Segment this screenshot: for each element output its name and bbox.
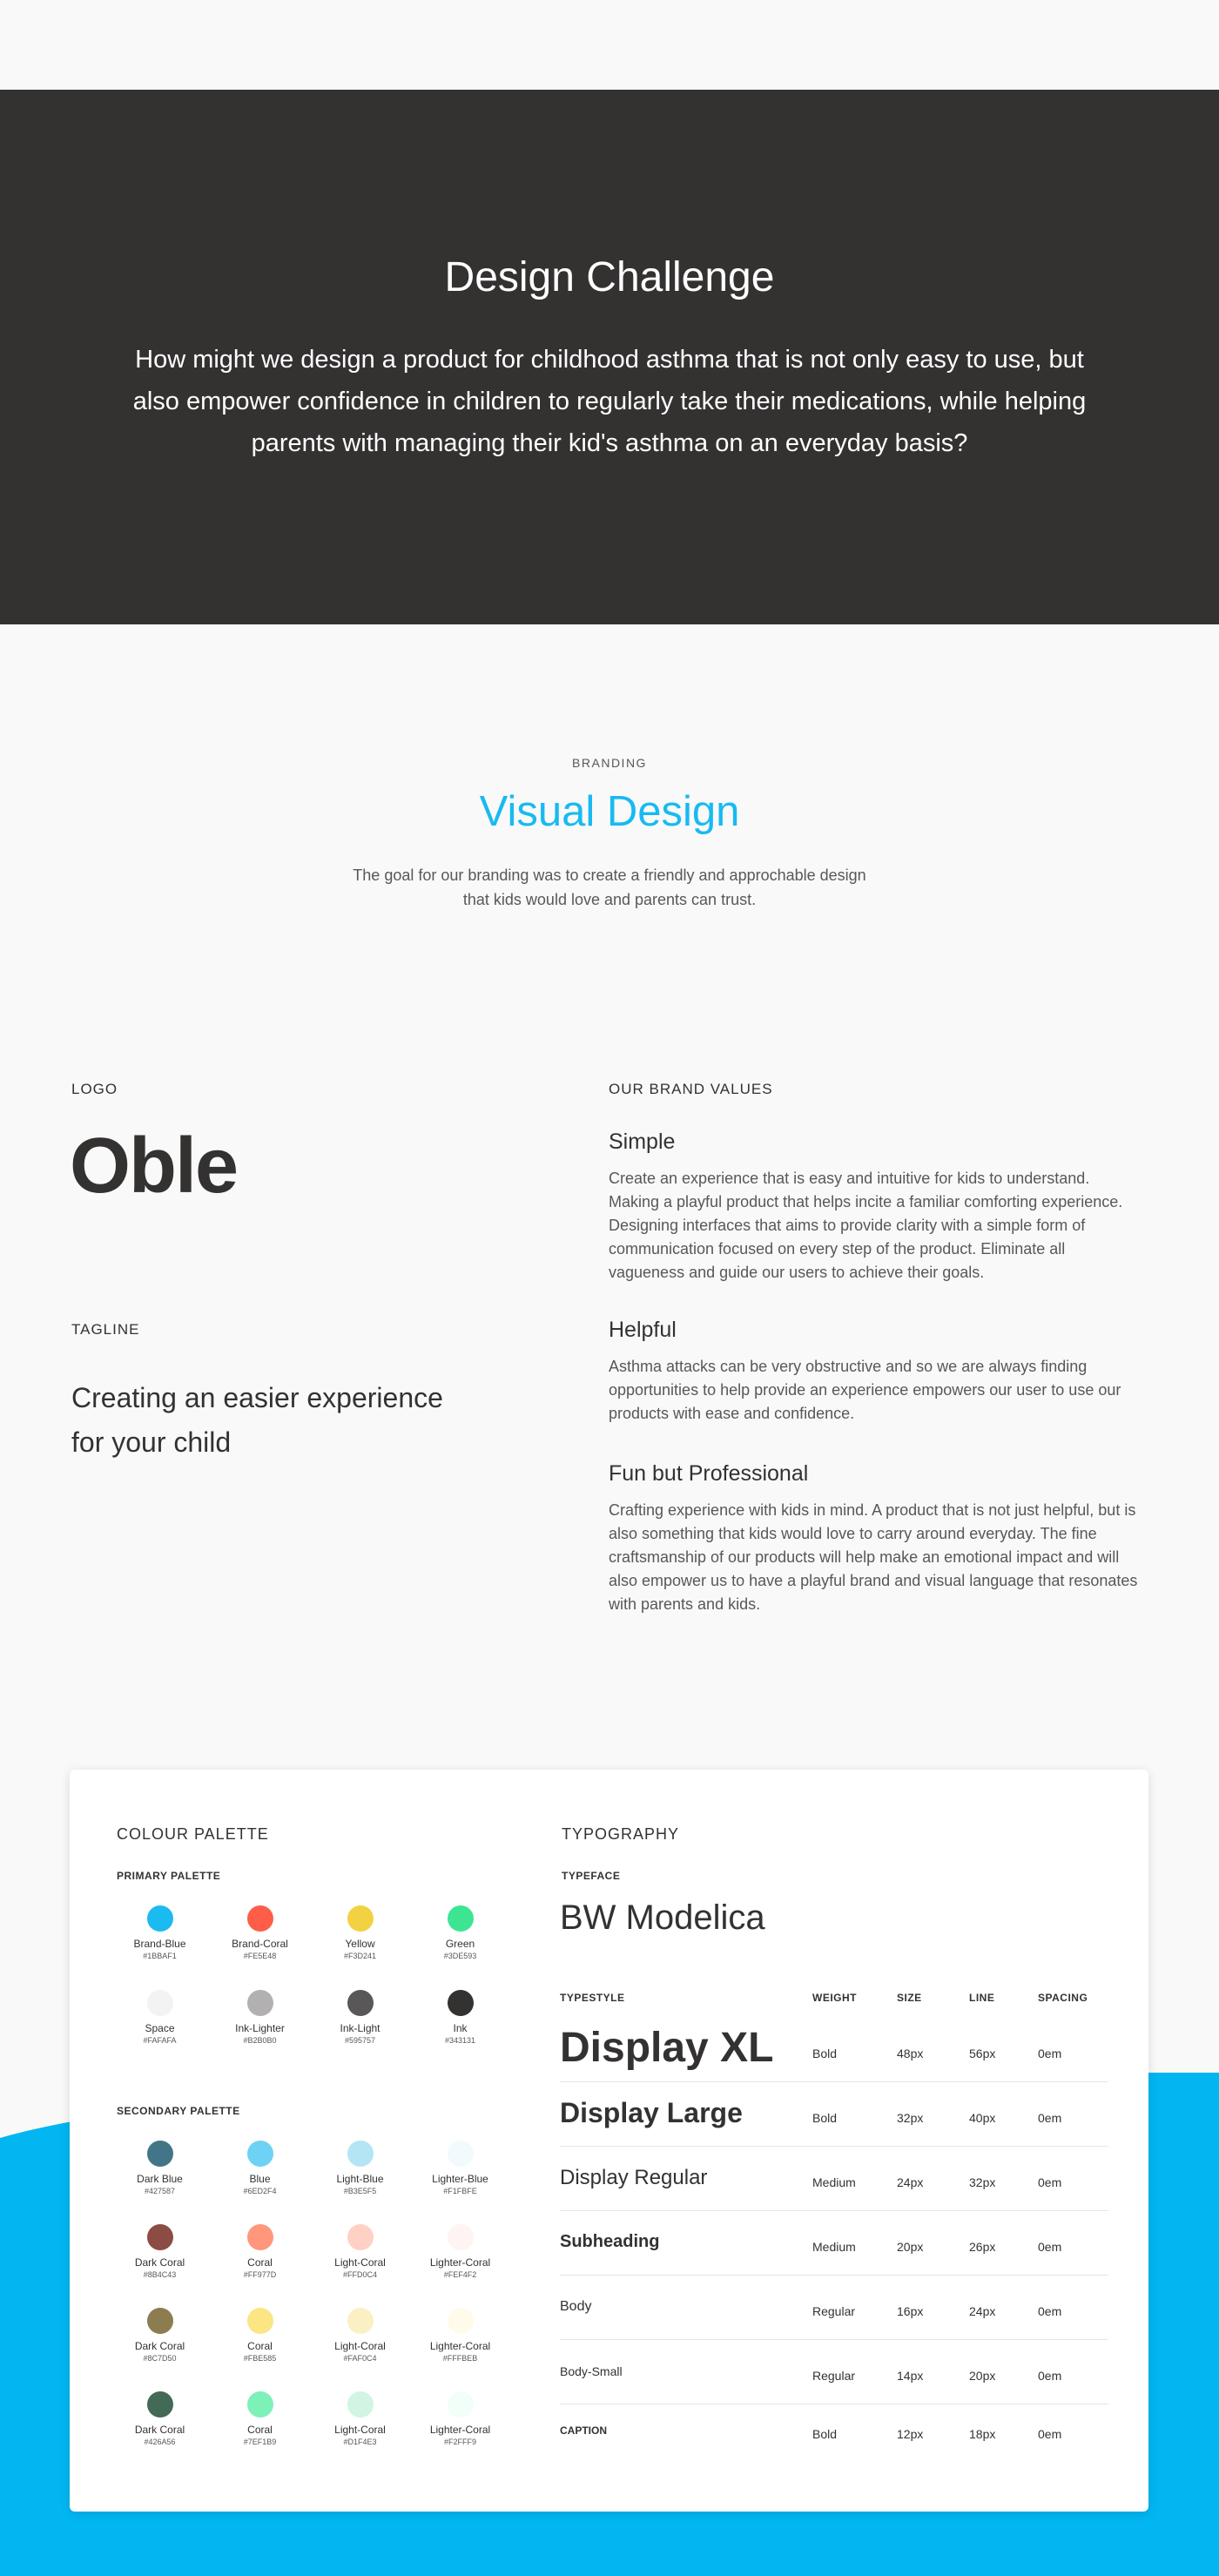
swatch-hex: #8C7D50 [143, 2354, 177, 2363]
swatch-name: Coral [247, 2256, 273, 2269]
swatch-color-dot [247, 2308, 273, 2334]
color-swatch [110, 1990, 210, 2047]
typestyle-sample: Display Large [560, 2097, 743, 2128]
color-swatch [110, 2224, 210, 2281]
typestyle-line: 24px [969, 2304, 996, 2318]
swatch-name: Ink-Lighter [235, 2022, 285, 2034]
design-challenge-title: Design Challenge [444, 254, 775, 300]
swatch-hex: #FAF0C4 [343, 2354, 377, 2363]
line-header: LINE [969, 1992, 995, 2004]
swatch-color-dot [247, 1990, 273, 2016]
style-guide-card [70, 1770, 1148, 2512]
swatch-name: Coral [247, 2424, 273, 2436]
swatch-hex: #F1FBFE [443, 2187, 477, 2195]
swatch-name: Green [445, 1938, 475, 1950]
swatch-hex: #3DE593 [443, 1952, 477, 1960]
typestyle-weight: Bold [812, 2111, 838, 2125]
typestyle-row [560, 2147, 1108, 2211]
typestyle-size: 20px [897, 2240, 924, 2254]
swatch-name: Lighter-Coral [429, 2340, 491, 2352]
typestyle-row [560, 2018, 1108, 2082]
swatch-hex: #B3E5F5 [343, 2187, 377, 2195]
typestyle-weight: Regular [812, 2369, 856, 2383]
typestyle-sample: Display XL [560, 2025, 774, 2071]
typestyle-sample: Display Regular [560, 2166, 708, 2189]
swatch-color-dot [147, 1990, 173, 2016]
color-swatch [110, 2308, 210, 2364]
primary-palette-kicker: PRIMARY PALETTE [117, 1870, 221, 1882]
color-swatch [410, 2224, 510, 2281]
swatch-color-dot [448, 2224, 474, 2250]
design-challenge-section [0, 90, 1219, 624]
swatch-hex: #FBE585 [243, 2354, 277, 2363]
visual-design-title: Visual Design [479, 788, 740, 835]
oble-logo: Oble [70, 1123, 238, 1210]
swatch-hex: #FFFBEB [442, 2354, 478, 2363]
swatch-name: Light-Blue [336, 2173, 384, 2185]
branding-description: The goal for our branding was to create a friendly and approchable design that kids would love and parents can trust. [353, 867, 866, 908]
typestyle-line: 40px [969, 2111, 996, 2125]
swatch-name: Light-Coral [334, 2256, 386, 2269]
swatch-name: Dark Coral [134, 2340, 185, 2352]
swatch-color-dot [448, 1905, 474, 1932]
typestyle-row [560, 2404, 1108, 2457]
brand-value-body: Create an experience that is easy and intuitive for kids to understand. Making a playful product that helps incite a familiar comforting experience. Designing interfaces that aims to provide clarity with a simple form of communication focused on every step of the product. Eliminate all vagueness and guide our users to achieve their goals. [609, 1170, 1123, 1281]
color-swatch [310, 1990, 410, 2047]
typestyle-weight: Bold [812, 2427, 838, 2441]
swatch-color-dot [247, 2141, 273, 2167]
swatch-hex: #F3D241 [343, 1952, 377, 1960]
color-swatch [410, 1905, 510, 1962]
color-swatch [310, 2308, 410, 2364]
swatch-color-dot [448, 2308, 474, 2334]
brand-values-kicker: OUR BRAND VALUES [609, 1081, 773, 1097]
swatch-color-dot [448, 2141, 474, 2167]
typestyle-spacing: 0em [1038, 2369, 1062, 2383]
swatch-color-dot [347, 1990, 374, 2016]
swatch-hex: #FAFAFA [143, 2036, 177, 2045]
swatch-name: Brand-Blue [133, 1938, 186, 1950]
typestyle-header: TYPESTYLE [560, 1992, 625, 2004]
swatch-name: Ink-Light [340, 2022, 381, 2034]
swatch-name: Brand-Coral [232, 1938, 288, 1950]
typestyle-weight: Regular [812, 2304, 856, 2318]
spacing-header: SPACING [1038, 1992, 1088, 2004]
swatch-color-dot [247, 1905, 273, 1932]
swatch-hex: #343131 [444, 2036, 476, 2045]
color-swatch [210, 2224, 310, 2281]
typestyle-size: 16px [897, 2304, 924, 2318]
swatch-color-dot [347, 1905, 374, 1932]
typeface-name: BW Modelica [560, 1898, 765, 1937]
typestyle-line: 20px [969, 2369, 996, 2383]
typestyle-size: 24px [897, 2175, 924, 2189]
typestyle-weight: Medium [812, 2175, 856, 2189]
typeface-kicker: TYPEFACE [562, 1870, 621, 1882]
swatch-color-dot [347, 2141, 374, 2167]
typography-kicker: TYPOGRAPHY [562, 1825, 680, 1843]
swatch-color-dot [147, 2141, 173, 2167]
swatch-color-dot [147, 1905, 173, 1932]
swatch-color-dot [347, 2224, 374, 2250]
typestyle-spacing: 0em [1038, 2304, 1062, 2318]
brand-value-title: Simple [609, 1130, 676, 1154]
swatch-name: Light-Coral [334, 2424, 386, 2436]
color-swatch [110, 2141, 210, 2197]
brand-value-title: Helpful [609, 1318, 677, 1342]
design-challenge-statement: How might we design a product for childhood asthma that is not only easy to use, but also empower confidence in children to regularly take their medications, while helping parents with managing their kid's asthma on an everyday basis? [132, 346, 1087, 457]
swatch-hex: #FEF4F2 [443, 2270, 477, 2279]
swatch-color-dot [147, 2308, 173, 2334]
typestyle-row [560, 2211, 1108, 2276]
typestyle-size: 12px [897, 2427, 924, 2441]
secondary-palette-kicker: SECONDARY PALETTE [117, 2105, 240, 2117]
color-swatch [110, 2391, 210, 2448]
color-swatch [310, 1905, 410, 1962]
brand-value-fun-but-professional [609, 1461, 1140, 1616]
brand-value-body: Crafting experience with kids in mind. A product that is not just helpful, but is also something that kids would love to carry around everyday. The fine craftsmanship of our products will help make an emotional impact and will also empower us to have a playful brand and visual language that resonates with parents and kids. [609, 1501, 1138, 1613]
brand-value-body: Asthma attacks can be very obstructive and so we are always finding opportunities to help provide an experience empowers our user to use our products with ease and confidence. [609, 1358, 1121, 1422]
swatch-name: Dark Blue [137, 2173, 183, 2185]
typestyle-row [560, 2082, 1108, 2147]
swatch-hex: #427587 [144, 2187, 176, 2195]
swatch-hex: #8B4C43 [143, 2270, 177, 2279]
typestyle-spacing: 0em [1038, 2111, 1062, 2125]
branding-kicker: BRANDING [572, 756, 647, 770]
typestyle-weight: Bold [812, 2047, 838, 2060]
swatch-color-dot [448, 2391, 474, 2418]
typestyle-rows [560, 2018, 1108, 2457]
swatch-name: Space [145, 2022, 175, 2034]
brand-value-helpful [609, 1318, 1140, 1426]
color-swatch [410, 2308, 510, 2364]
typestyle-row [560, 2276, 1108, 2340]
typestyle-spacing: 0em [1038, 2240, 1062, 2254]
color-swatch [210, 1905, 310, 1962]
color-swatch [210, 2308, 310, 2364]
brand-value-title: Fun but Professional [609, 1461, 809, 1486]
swatch-name: Yellow [345, 1938, 375, 1950]
swatch-color-dot [448, 1990, 474, 2016]
swatch-hex: #1BBAF1 [143, 1952, 177, 1960]
swatch-name: Blue [249, 2173, 271, 2185]
swatch-name: Lighter-Blue [432, 2173, 488, 2185]
typestyle-line: 26px [969, 2240, 996, 2254]
color-swatch [210, 2141, 310, 2197]
typestyle-line: 18px [969, 2427, 996, 2441]
typestyle-weight: Medium [812, 2240, 856, 2254]
swatch-hex: #426A56 [144, 2438, 176, 2446]
typestyle-size: 32px [897, 2111, 924, 2125]
swatch-hex: #FFD0C4 [342, 2270, 377, 2279]
swatch-color-dot [347, 2391, 374, 2418]
typestyle-sample: Body-Small [560, 2364, 623, 2378]
swatch-name: Coral [247, 2340, 273, 2352]
swatch-color-dot [147, 2224, 173, 2250]
swatch-hex: #B2B0B0 [243, 2036, 277, 2045]
typestyle-sample: Body [560, 2299, 592, 2314]
typestyle-size: 48px [897, 2047, 924, 2060]
color-swatch [310, 2141, 410, 2197]
swatch-color-dot [247, 2391, 273, 2418]
color-swatch [210, 2391, 310, 2448]
swatch-hex: #6ED2F4 [243, 2187, 277, 2195]
size-header: SIZE [897, 1992, 922, 2004]
color-swatch [410, 2141, 510, 2197]
typestyle-line: 32px [969, 2175, 996, 2189]
typestyle-spacing: 0em [1038, 2175, 1062, 2189]
color-swatch [210, 1990, 310, 2047]
swatch-hex: #7EF1B9 [243, 2438, 277, 2446]
swatch-hex: #FE5E48 [243, 1952, 277, 1960]
typestyle-table-header [560, 1992, 1108, 2018]
color-swatch [310, 2224, 410, 2281]
swatch-name: Lighter-Coral [429, 2256, 491, 2269]
swatch-color-dot [347, 2308, 374, 2334]
swatch-hex: #595757 [344, 2036, 376, 2045]
swatch-name: Dark Coral [134, 2424, 185, 2436]
typestyle-spacing: 0em [1038, 2047, 1062, 2060]
weight-header: WEIGHT [812, 1992, 857, 2004]
color-swatch [410, 2391, 510, 2448]
swatch-color-dot [147, 2391, 173, 2418]
tagline-kicker: TAGLINE [71, 1321, 140, 1338]
brand-value-simple [609, 1130, 1140, 1285]
swatch-hex: #F2FFF9 [443, 2438, 476, 2446]
typestyle-line: 56px [969, 2047, 996, 2060]
tagline-text: Creating an easier experience for your child [71, 1382, 443, 1458]
logo-kicker: LOGO [71, 1081, 118, 1097]
typestyle-row [560, 2340, 1108, 2404]
color-swatch [110, 1905, 210, 1962]
swatch-name: Lighter-Coral [429, 2424, 491, 2436]
swatch-hex: #FF977D [243, 2270, 277, 2279]
typestyle-spacing: 0em [1038, 2427, 1062, 2441]
colour-palette-kicker: COLOUR PALETTE [117, 1825, 269, 1843]
typestyle-size: 14px [897, 2369, 924, 2383]
color-swatch [410, 1990, 510, 2047]
swatch-name: Ink [453, 2022, 468, 2034]
swatch-name: Dark Coral [134, 2256, 185, 2269]
typestyle-table [560, 1992, 1108, 2457]
swatch-hex: #D1F4E3 [343, 2438, 377, 2446]
swatch-color-dot [247, 2224, 273, 2250]
color-swatch [310, 2391, 410, 2448]
typestyle-sample: Subheading [560, 2232, 660, 2251]
typestyle-sample: CAPTION [560, 2424, 607, 2437]
swatch-name: Light-Coral [334, 2340, 386, 2352]
